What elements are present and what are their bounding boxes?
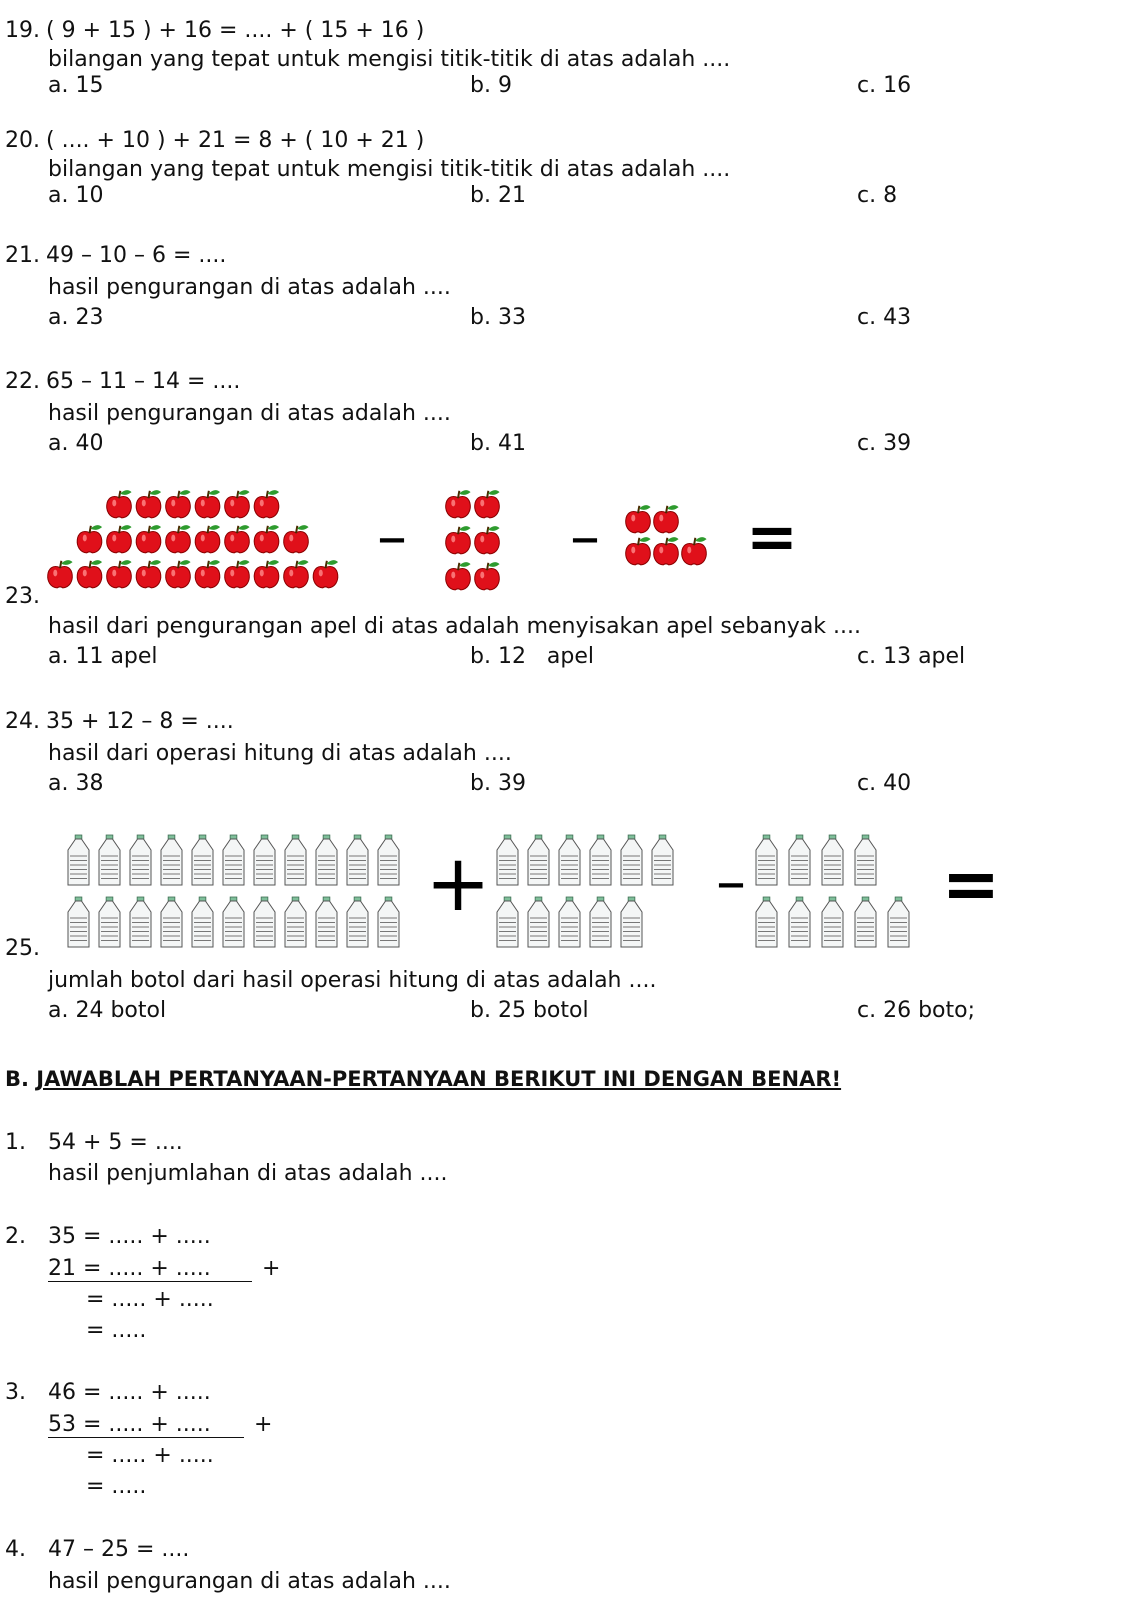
option-c[interactable]: c. 26 boto; (857, 998, 975, 1023)
question-number: 22. (5, 369, 40, 394)
question-expression: ( .... + 10 ) + 21 = 8 + ( 10 + 21 ) (46, 128, 425, 153)
option-b[interactable]: b. 25 botol (470, 998, 589, 1023)
apple-icon (136, 560, 161, 588)
bottle-icon (347, 835, 368, 885)
bottle-icon (347, 897, 368, 947)
apple-icon (446, 562, 471, 590)
question-number: 2. (5, 1224, 26, 1249)
question-expression: 54 + 5 = .... (48, 1130, 183, 1155)
question-prompt: hasil dari pengurangan apel di atas adalah menyisakan apel sebanyak .... (48, 614, 862, 639)
bottle-icon (621, 897, 642, 947)
question-prompt: bilangan yang tepat untuk mengisi titik-titik di atas adalah .... (48, 47, 731, 72)
bottle-icon (316, 835, 337, 885)
question-prompt: hasil pengurangan di atas adalah .... (48, 275, 451, 300)
apple-icon (225, 490, 250, 518)
bottle-icon (559, 897, 580, 947)
apple-icon (446, 490, 471, 518)
apple-icon (654, 537, 679, 565)
question-expression: 65 – 11 – 14 = .... (46, 369, 241, 394)
apple-icon (166, 560, 191, 588)
bottle-icon (285, 897, 306, 947)
question-expression: 35 + 12 – 8 = .... (46, 709, 234, 734)
plus-sign: + (425, 839, 491, 929)
bottle-icon (378, 835, 399, 885)
apple-icon (107, 525, 132, 553)
option-c[interactable]: c. 16 (857, 73, 912, 98)
apple-icon (77, 560, 102, 588)
bottle-icon (161, 897, 182, 947)
apple-icon (626, 505, 651, 533)
apple-icon (136, 490, 161, 518)
sum-line-1: = ..... + ..... (86, 1287, 214, 1312)
apple-icon (446, 526, 471, 554)
section-b-heading (5, 1067, 841, 1091)
apple-icon (195, 560, 220, 588)
bottle-icon (497, 897, 518, 947)
apple-icon (166, 525, 191, 553)
question-number: 1. (5, 1130, 26, 1155)
question-prompt: hasil pengurangan di atas adalah .... (48, 401, 451, 426)
question-prompt: hasil pengurangan di atas adalah .... (48, 1569, 451, 1594)
apple-icon (254, 525, 279, 553)
apple-icon (166, 490, 191, 518)
bottle-icon (855, 897, 876, 947)
bottle-group-second (497, 835, 673, 947)
apple-icon (195, 490, 220, 518)
bottle-icon (161, 835, 182, 885)
option-c[interactable]: c. 39 (857, 431, 912, 456)
equals-sign: = (941, 843, 1000, 925)
option-a[interactable]: a. 40 (48, 431, 104, 456)
equals-sign: = (746, 500, 798, 573)
question-expression: 47 – 25 = .... (48, 1537, 190, 1562)
option-c[interactable]: c. 13 apel (857, 644, 966, 669)
bottle-icon (590, 897, 611, 947)
apple-icon (136, 525, 161, 553)
bottle-icon (285, 835, 306, 885)
addend-line-1: 35 = ..... + ..... (48, 1224, 211, 1249)
bottle-icon (192, 835, 213, 885)
bottle-icon (559, 835, 580, 885)
apple-icon (475, 526, 500, 554)
bottle-icon (888, 897, 909, 947)
option-b[interactable]: b. 39 (470, 771, 526, 796)
apple-subtraction-picture (40, 490, 800, 602)
sum-line-2: = ..... (86, 1318, 147, 1343)
bottle-icon (497, 835, 518, 885)
question-prompt: bilangan yang tepat untuk mengisi titik-titik di atas adalah .... (48, 157, 731, 182)
bottle-icon (130, 897, 151, 947)
apple-icon (475, 490, 500, 518)
apple-group-second (446, 490, 500, 590)
bottle-icon (822, 835, 843, 885)
question-number: 4. (5, 1537, 26, 1562)
option-b[interactable]: b. 9 (470, 73, 512, 98)
bottle-icon (192, 897, 213, 947)
apple-icon (313, 560, 338, 588)
option-b[interactable]: b. 33 (470, 305, 526, 330)
apple-icon (626, 537, 651, 565)
option-a[interactable]: a. 11 apel (48, 644, 158, 669)
apple-icon (682, 537, 707, 565)
question-prompt: jumlah botol dari hasil operasi hitung di atas adalah .... (48, 968, 657, 993)
question-number: 3. (5, 1380, 26, 1405)
apple-icon (284, 560, 309, 588)
addend-line-1: 46 = ..... + ..... (48, 1380, 211, 1405)
plus-operator: + (254, 1412, 273, 1437)
option-b[interactable]: b. 41 (470, 431, 526, 456)
addend-line-2: 53 = ..... + ..... (48, 1412, 244, 1438)
bottle-icon (855, 835, 876, 885)
bottle-icon (99, 897, 120, 947)
apple-icon (107, 490, 132, 518)
bottle-icon (254, 835, 275, 885)
question-expression: 49 – 10 – 6 = .... (46, 243, 227, 268)
bottle-icon (789, 835, 810, 885)
question-number: 24. (5, 709, 40, 734)
option-a[interactable]: a. 24 botol (48, 998, 167, 1023)
bottle-icon (223, 835, 244, 885)
apple-icon (254, 560, 279, 588)
question-prompt: hasil penjumlahan di atas adalah .... (48, 1161, 448, 1186)
bottle-icon (652, 835, 673, 885)
bottle-icon (621, 835, 642, 885)
option-c[interactable]: c. 43 (857, 305, 912, 330)
bottle-icon (789, 897, 810, 947)
bottle-icon (130, 835, 151, 885)
question-number: 25. (5, 936, 40, 961)
apple-icon (284, 525, 309, 553)
minus-sign: – (570, 502, 600, 572)
question-number: 21. (5, 243, 40, 268)
section-letter: B. (5, 1067, 29, 1091)
apple-icon (475, 562, 500, 590)
bottle-icon (254, 897, 275, 947)
bottle-operation-picture (60, 830, 1000, 960)
option-a[interactable]: a. 23 (48, 305, 104, 330)
apple-group-first (48, 490, 338, 588)
bottle-icon (68, 897, 89, 947)
plus-operator: + (262, 1256, 281, 1281)
apple-icon (77, 525, 102, 553)
minus-sign: – (377, 502, 407, 572)
bottle-icon (528, 835, 549, 885)
option-c[interactable]: c. 8 (857, 183, 898, 208)
bottle-icon (756, 835, 777, 885)
bottle-icon (68, 835, 89, 885)
bottle-group-first (68, 835, 399, 947)
bottle-icon (223, 897, 244, 947)
sum-line-1: = ..... + ..... (86, 1443, 214, 1468)
section-title: JAWABLAH PERTANYAAN-PERTANYAAN BERIKUT INI DENGAN BENAR! (36, 1067, 842, 1091)
apple-icon (254, 490, 279, 518)
bottle-icon (528, 897, 549, 947)
bottle-icon (822, 897, 843, 947)
minus-sign: – (716, 847, 746, 917)
apple-icon (48, 560, 73, 588)
apple-icon (225, 525, 250, 553)
bottle-icon (590, 835, 611, 885)
addend-line-2: 21 = ..... + ..... (48, 1256, 252, 1282)
apple-icon (195, 525, 220, 553)
bottle-icon (316, 897, 337, 947)
apple-icon (225, 560, 250, 588)
bottle-icon (756, 897, 777, 947)
question-number: 19. (5, 18, 40, 43)
bottle-icon (378, 897, 399, 947)
option-a[interactable]: a. 15 (48, 73, 104, 98)
option-c[interactable]: c. 40 (857, 771, 912, 796)
option-b[interactable]: b. 12 apel (470, 644, 595, 669)
bottle-group-third (756, 835, 909, 947)
apple-icon (107, 560, 132, 588)
question-expression: ( 9 + 15 ) + 16 = .... + ( 15 + 16 ) (46, 18, 425, 43)
option-b[interactable]: b. 21 (470, 183, 526, 208)
question-prompt: hasil dari operasi hitung di atas adalah .... (48, 741, 512, 766)
apple-icon (654, 505, 679, 533)
option-a[interactable]: a. 38 (48, 771, 104, 796)
question-number: 23. (5, 584, 40, 609)
option-a[interactable]: a. 10 (48, 183, 104, 208)
apple-group-third (626, 505, 707, 565)
bottle-icon (99, 835, 120, 885)
question-number: 20. (5, 128, 40, 153)
sum-line-2: = ..... (86, 1474, 147, 1499)
